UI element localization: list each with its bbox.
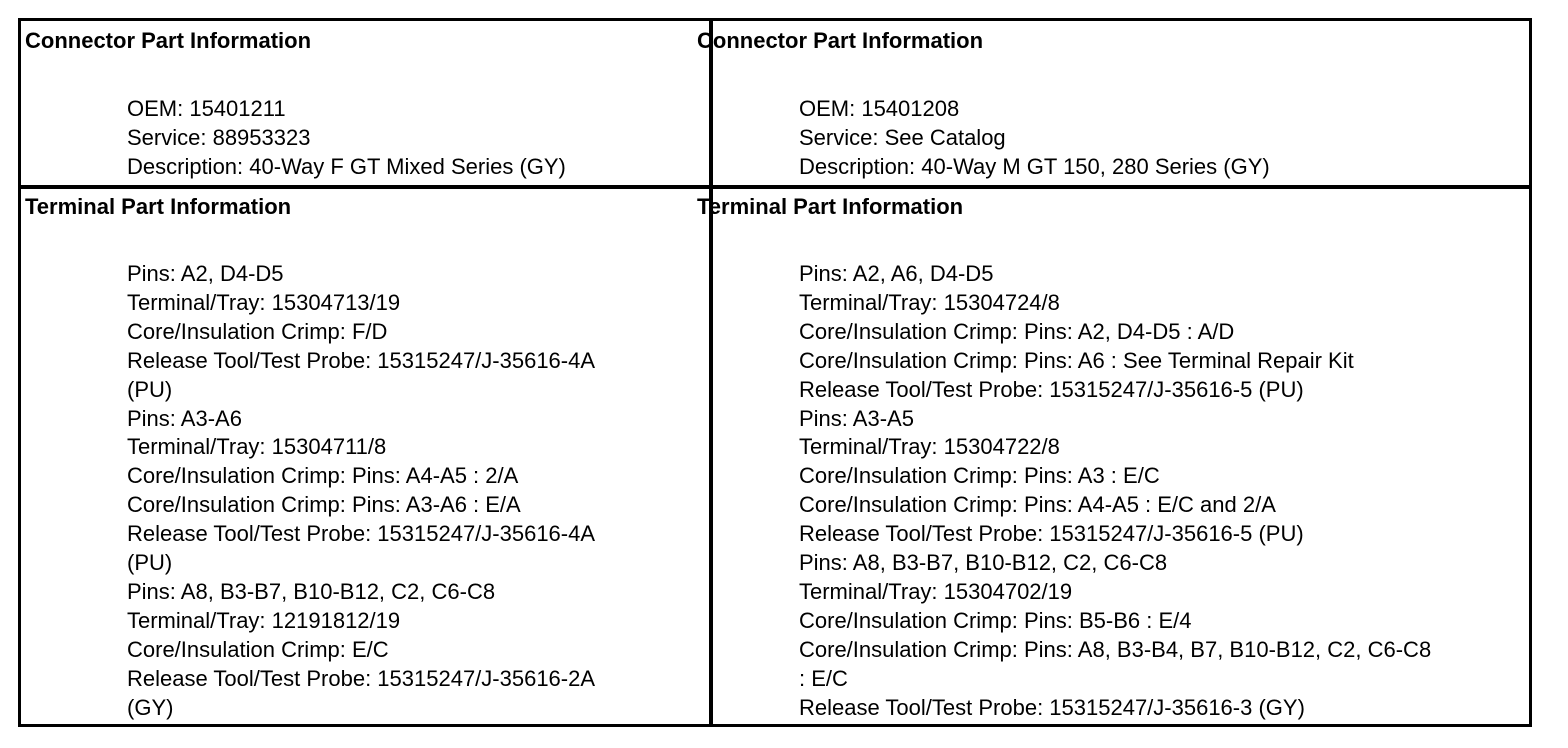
terminal-line: (PU) <box>127 550 173 576</box>
connector-description: Description: 40-Way F GT Mixed Series (GY) <box>127 154 566 179</box>
terminal-line: Core/Insulation Crimp: Pins: A2, D4-D5 : A/D <box>799 318 1235 344</box>
terminal-line: Core/Insulation Crimp: Pins: A4-A5 : E/C and 2/A <box>799 492 1276 518</box>
terminal-heading: Terminal Part Information <box>25 194 292 219</box>
connector-description: Description: 40-Way M GT 150, 280 Series (GY) <box>799 154 1270 179</box>
terminal-line: Release Tool/Test Probe: 15315247/J-35616-4A <box>127 347 596 373</box>
terminal-line: Terminal/Tray: 15304711/8 <box>127 434 387 460</box>
terminal-line: Terminal/Tray: 15304722/8 <box>799 434 1060 460</box>
connector-service: Service: 88953323 <box>127 125 311 150</box>
terminal-cell-right <box>697 193 1527 725</box>
terminal-line: Pins: A3-A5 <box>799 405 914 431</box>
terminal-line: : E/C <box>799 665 848 691</box>
terminal-line: Pins: A8, B3-B7, B10-B12, C2, C6-C8 <box>127 578 496 604</box>
terminal-details <box>25 260 705 723</box>
terminal-heading: Terminal Part Information <box>697 194 964 219</box>
terminal-line: Pins: A2, D4-D5 <box>127 261 284 286</box>
terminal-line: Core/Insulation Crimp: E/C <box>127 636 389 662</box>
terminal-details <box>697 260 1527 723</box>
terminal-line: Terminal/Tray: 15304724/8 <box>799 289 1060 315</box>
terminal-line: Release Tool/Test Probe: 15315247/J-35616-5 (PU) <box>799 376 1304 402</box>
terminal-line: Release Tool/Test Probe: 15315247/J-35616-2A <box>127 665 596 691</box>
terminal-cell-left <box>25 193 705 725</box>
terminal-line: Release Tool/Test Probe: 15315247/J-35616-3 (GY) <box>799 694 1305 720</box>
terminal-line: Terminal/Tray: 12191812/19 <box>127 607 401 633</box>
terminal-line: Core/Insulation Crimp: Pins: A6 : See Terminal Repair Kit <box>799 347 1354 373</box>
terminal-line: Pins: A8, B3-B7, B10-B12, C2, C6-C8 <box>799 550 1168 576</box>
terminal-line: Core/Insulation Crimp: Pins: A4-A5 : 2/A <box>127 463 519 489</box>
terminal-line: Release Tool/Test Probe: 15315247/J-35616-4A <box>127 521 596 547</box>
connector-heading: Connector Part Information <box>697 28 984 53</box>
terminal-line: Pins: A3-A6 <box>127 405 242 431</box>
terminal-line: Core/Insulation Crimp: Pins: A3 : E/C <box>799 463 1160 489</box>
connector-info-table <box>18 18 1532 727</box>
terminal-line: Core/Insulation Crimp: Pins: A8, B3-B4, B7, B10-B12, C2, C6-C8 <box>799 636 1432 662</box>
terminal-line: Core/Insulation Crimp: F/D <box>127 318 388 344</box>
connector-details <box>697 94 1527 181</box>
terminal-line: Terminal/Tray: 15304713/19 <box>127 289 401 315</box>
connector-heading: Connector Part Information <box>25 28 312 53</box>
terminal-line: Release Tool/Test Probe: 15315247/J-35616-5 (PU) <box>799 521 1304 547</box>
connector-details <box>25 94 705 181</box>
connector-cell-right <box>697 27 1527 183</box>
terminal-line: (GY) <box>127 694 174 720</box>
connector-oem: OEM: 15401208 <box>799 96 960 121</box>
terminal-line: Core/Insulation Crimp: Pins: B5-B6 : E/4 <box>799 607 1192 633</box>
connector-oem: OEM: 15401211 <box>127 96 286 121</box>
connector-cell-left <box>25 27 705 183</box>
row-divider <box>21 185 1529 189</box>
terminal-line: Pins: A2, A6, D4-D5 <box>799 261 994 286</box>
connector-service: Service: See Catalog <box>799 125 1006 150</box>
terminal-line: Terminal/Tray: 15304702/19 <box>799 578 1073 604</box>
terminal-line: Core/Insulation Crimp: Pins: A3-A6 : E/A <box>127 492 521 518</box>
terminal-line: (PU) <box>127 376 173 402</box>
